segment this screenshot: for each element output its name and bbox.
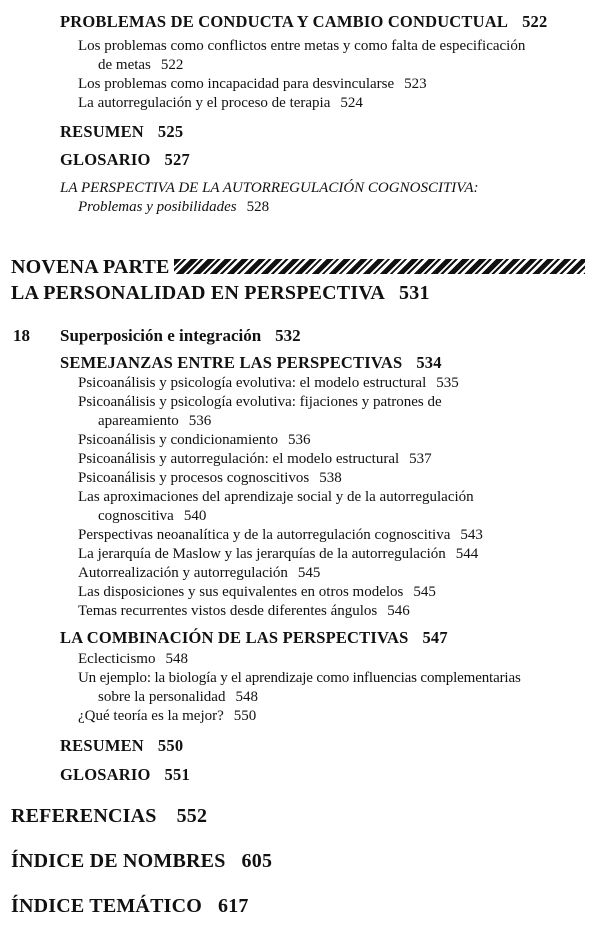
section-title: SEMEJANZAS ENTRE LAS PERSPECTIVAS [60,353,403,372]
entry-text: Psicoanálisis y procesos cognoscitivos [78,470,310,486]
entry-page: 544 [455,546,479,562]
toc-entry-continuation [98,509,206,524]
section-heading [60,14,547,31]
back-matter-title: REFERENCIAS [11,805,157,827]
entry-text: Eclecticismo [78,651,156,667]
entry-page: 543 [460,527,483,543]
entry-page: 540 [183,508,207,524]
entry-text: La jerarquía de Maslow y las jerarquías de la autorregulación [78,546,446,562]
entry-text: Los problemas como conflictos entre metas y como falta de especificación [78,38,526,54]
back-matter-title: ÍNDICE DE NOMBRES [11,850,226,872]
perspective-subtitle [78,200,269,215]
entry-text: Los problemas como incapacidad para desvincularse [78,76,395,92]
part-title-line [11,283,430,303]
entry-text: Problemas y posibilidades [78,199,237,215]
section-title: RESUMEN [60,736,144,755]
section-page: 527 [164,150,190,169]
entry-page: 524 [340,95,363,111]
toc-entry [78,471,342,486]
section-page: 522 [522,12,548,31]
entry-text: Psicoanálisis y autorregulación: el modelo estructural [78,451,400,467]
part-title: LA PERSONALIDAD EN PERSPECTIVA [11,282,386,304]
entry-text: Perspectivas neoanalítica y de la autorregulación cognoscitiva [78,527,451,543]
toc-entry [78,96,363,111]
entry-page: 548 [165,651,188,667]
toc-entry [78,77,427,92]
entry-text: Las aproximaciones del aprendizaje social y de la autorregulación [78,489,474,505]
entry-page: 523 [404,76,427,92]
toc-entry [78,566,320,581]
entry-page: 536 [188,413,212,429]
entry-text: Psicoanálisis y psicología evolutiva: fijaciones y patrones de [78,394,442,410]
section-title: RESUMEN [60,122,144,141]
entry-text: Psicoanálisis y condicionamiento [78,432,278,448]
section-heading [60,124,183,141]
entry-page: 545 [297,565,321,581]
toc-entry [78,39,525,54]
entry-page: 545 [413,584,436,600]
back-matter-page: 605 [241,850,273,872]
entry-text: ¿Qué teoría es la mejor? [78,708,224,724]
chapter-heading [60,327,301,344]
decorative-bar [174,259,585,274]
section-page: 525 [157,122,184,141]
section-heading [60,738,183,755]
toc-entry [78,604,410,619]
entry-text: Autorrealización y autorregulación [78,565,288,581]
entry-page: 548 [235,689,258,705]
entry-text: Un ejemplo: la biología y el aprendizaje como influencias complementarias [78,670,521,686]
section-heading [60,152,190,169]
entry-text: cognoscitiva [98,508,174,524]
entry-text: Temas recurrentes vistos desde diferentes ángulos [78,603,378,619]
toc-entry-continuation [98,690,258,705]
entry-page: 535 [436,375,459,391]
entry-page: 546 [387,603,410,619]
entry-text: Psicoanálisis y psicología evolutiva: el modelo estructural [78,375,427,391]
toc-entry [78,395,442,410]
back-matter-heading [11,806,207,826]
section-title: LA COMBINACIÓN DE LAS PERSPECTIVAS [60,628,409,647]
entry-text: apareamiento [98,413,179,429]
toc-entry [78,433,310,448]
section-page: 547 [422,628,448,647]
toc-entry [78,585,436,600]
section-page: 550 [157,736,184,755]
chapter-number: 18 [13,326,30,345]
chapter-title: Superposición e integración [60,326,262,345]
entry-text: de metas [98,57,151,73]
toc-entry [78,452,432,467]
part-page: 531 [399,282,430,304]
perspective-heading [60,181,478,196]
toc-entry [78,709,256,724]
section-title: GLOSARIO [60,765,151,784]
entry-page: 522 [160,57,184,73]
section-page: 551 [164,765,190,784]
toc-entry [78,490,474,505]
toc-entry [78,652,188,667]
toc-entry [78,376,459,391]
entry-page: 537 [409,451,432,467]
section-heading [60,767,190,784]
toc-entry-continuation [98,414,211,429]
toc-entry-continuation [98,58,183,73]
part-label: NOVENA PARTE [11,256,170,278]
entry-page: 536 [287,432,311,448]
back-matter-page: 617 [218,895,249,917]
toc-entry [78,671,521,686]
back-matter-page: 552 [176,805,208,827]
section-title: GLOSARIO [60,150,151,169]
back-matter-heading [11,851,272,871]
chapter-page: 532 [275,326,301,345]
back-matter-heading [11,896,249,916]
section-heading [60,355,442,372]
toc-entry [78,547,478,562]
entry-text: La autorregulación y el proceso de terapia [78,95,331,111]
back-matter-title: ÍNDICE TEMÁTICO [11,895,202,917]
section-title: PROBLEMAS DE CONDUCTA Y CAMBIO CONDUCTUAL [60,12,509,31]
entry-text: Las disposiciones y sus equivalentes en otros modelos [78,584,404,600]
entry-page: 550 [233,708,257,724]
entry-page: 538 [319,470,342,486]
perspective-title: LA PERSPECTIVA DE LA AUTORREGULACIÓN COGNOSCITIVA: [60,180,479,196]
entry-page: 528 [246,199,270,215]
entry-text: sobre la personalidad [98,689,226,705]
section-page: 534 [416,353,442,372]
section-heading [60,630,448,647]
toc-entry [78,528,483,543]
